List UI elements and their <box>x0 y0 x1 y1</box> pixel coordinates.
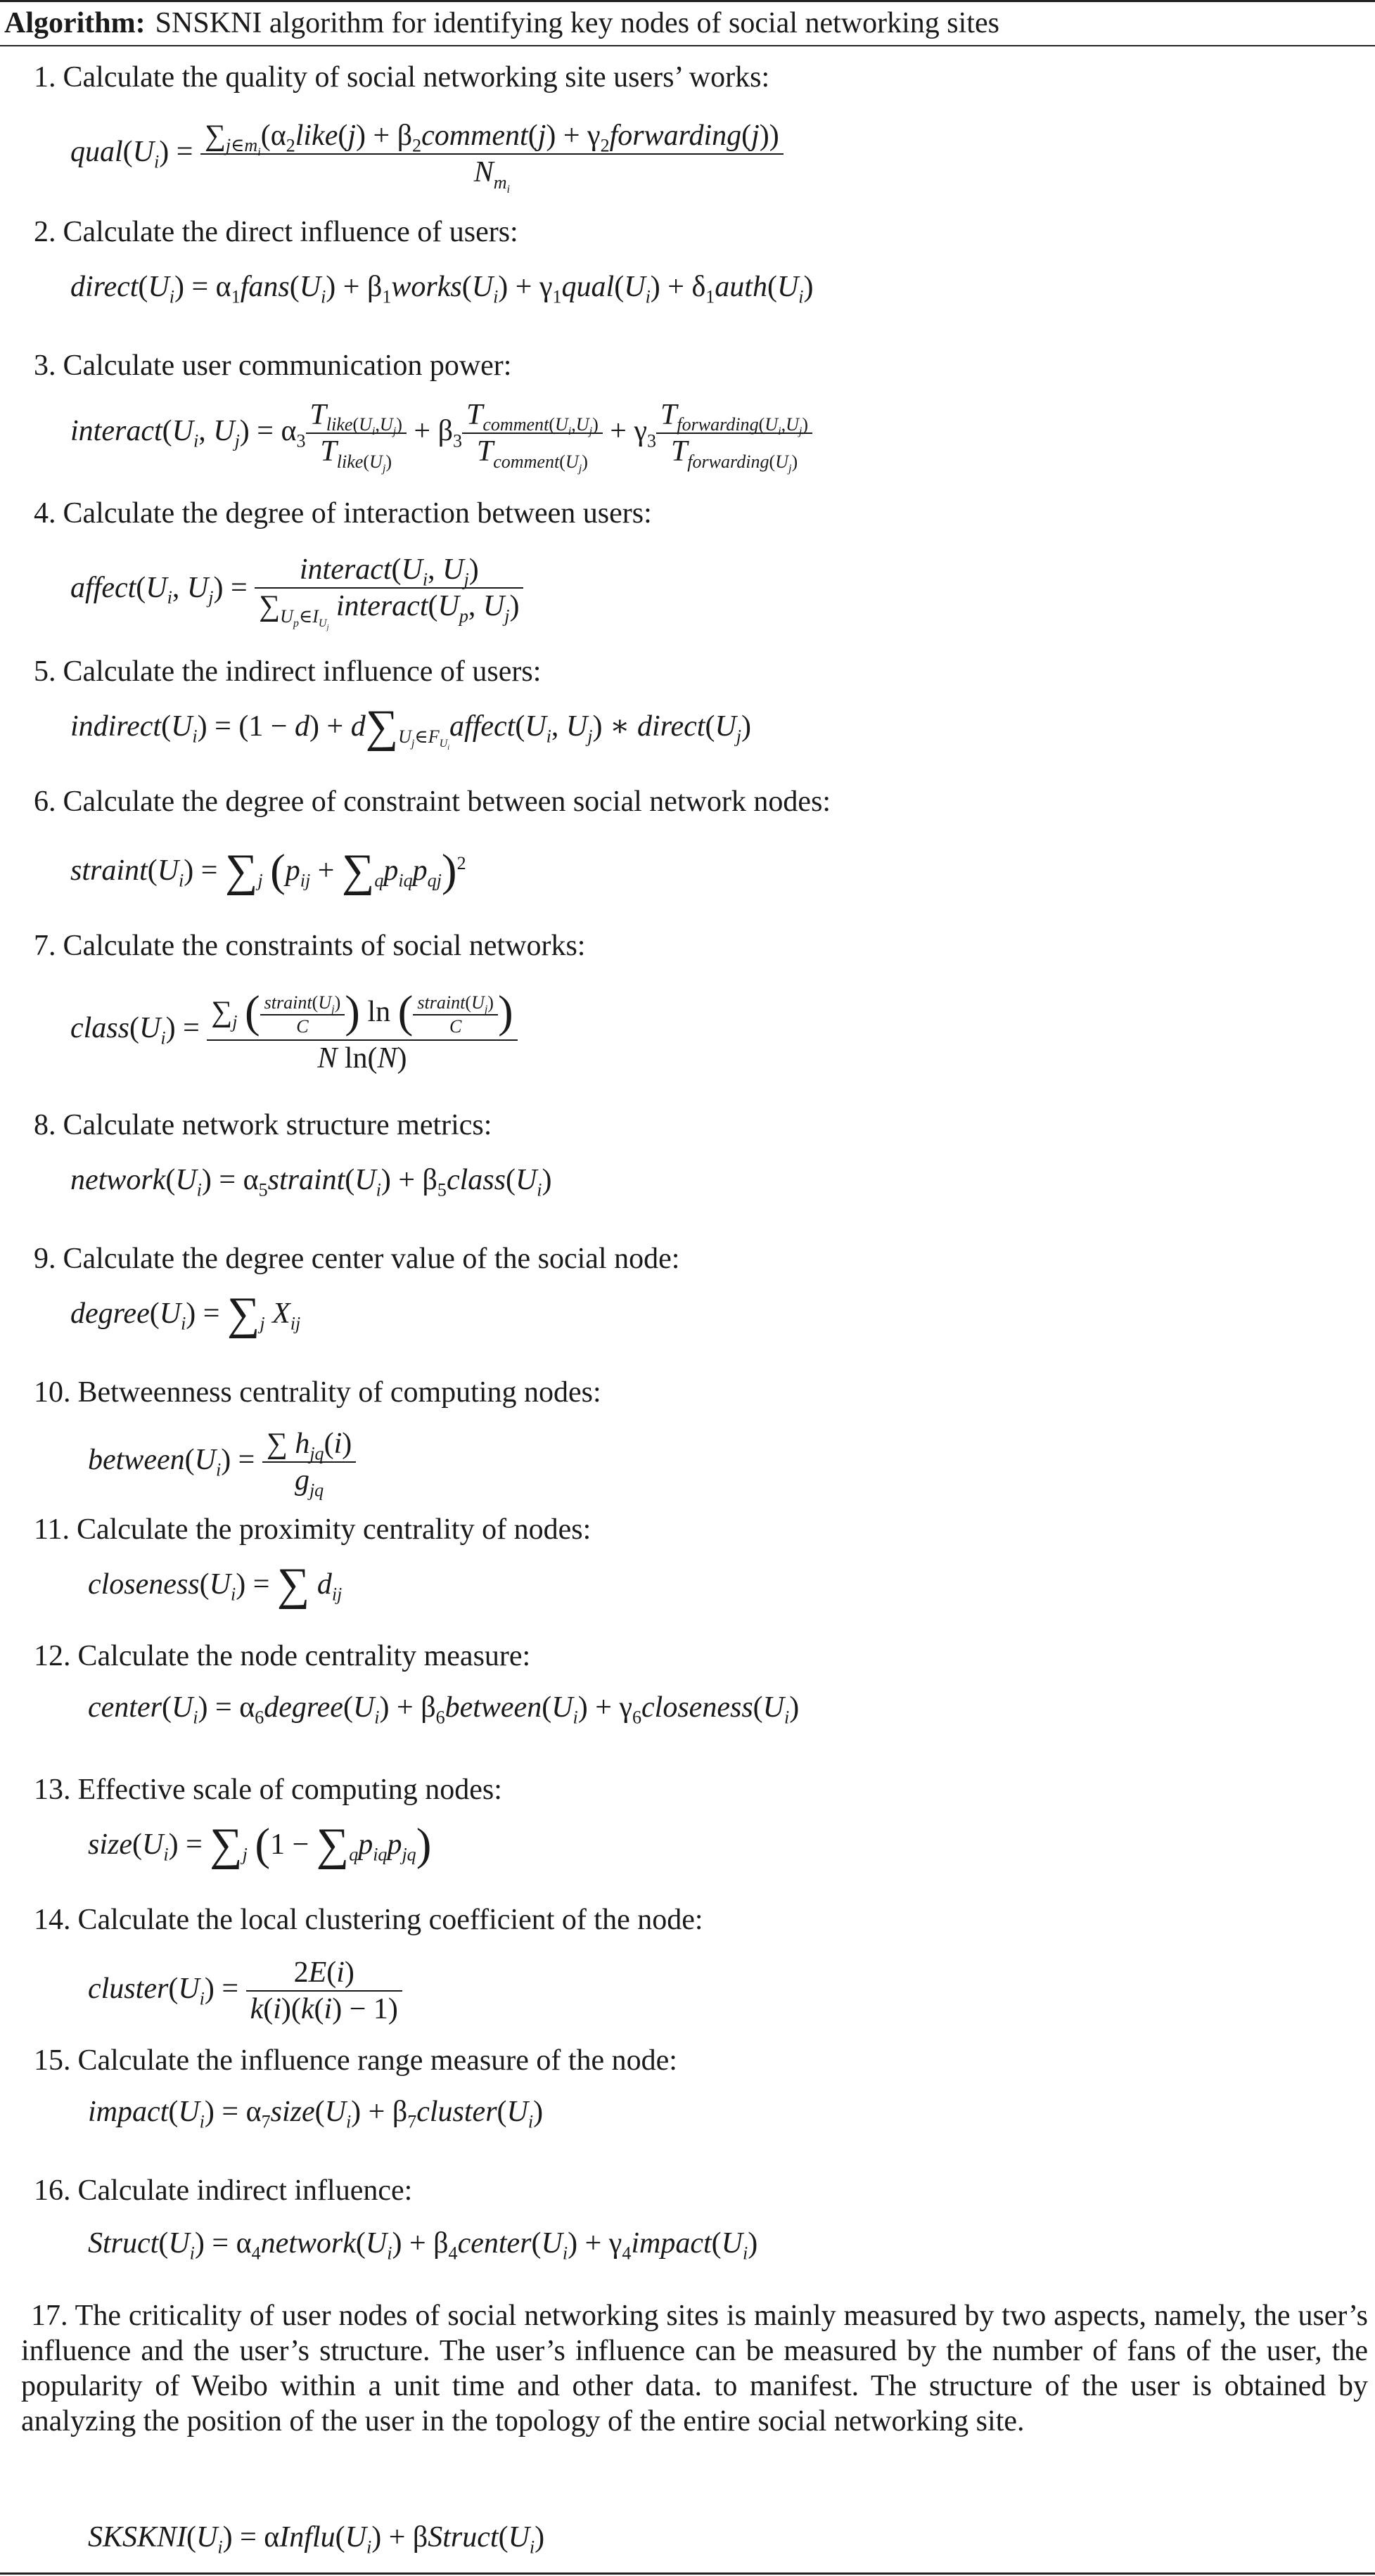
step-4: 4. Calculate the degree of interaction between users: <box>34 497 652 530</box>
step-13: 13. Effective scale of computing nodes: <box>34 1774 502 1806</box>
algorithm-label: Algorithm: <box>4 7 146 39</box>
step-17-paragraph: 17. The criticality of user nodes of social networking sites is mainly measured by two aspects, namely, the user’s influence and the user’s structure. The user’s influence can be measured by the number of fans of the user, the popularity of Weibo within a unit time and other data. to manifest. The structure of the user is obtained by analyzing the position of the user in the topology of the entire social networking site. <box>21 2300 1368 2437</box>
step-16: 16. Calculate indirect influence: <box>34 2174 413 2207</box>
formula-interact: $interact(U_i$, $U_j) = \alpha_3$ $\frac{T_{like(U_i,U_j)}}{T_{like(U_j)}}$ + $\beta_3$ $\frac{T_{comment(U_i,U_j)}}{T_{comment(U_j)}}$ + $\gamma_3$ $\frac{T_{forwarding(U_i,U_j)}}{T_{forwarding(U_j)}}$ <box>70 397 812 470</box>
formula-direct: $direct(U_i)$ = $\alpha_1fans(U_i)$ + $\beta_1works(U_i)$ + $\gamma_1qual(U_i)$ + $\delta_1auth(U_i)$ <box>70 271 814 307</box>
step-9: 9. Calculate the degree center value of the social node: <box>34 1243 680 1275</box>
step-12: 12. Calculate the node centrality measure: <box>34 1640 531 1672</box>
step-3: 3. Calculate user communication power: <box>34 350 512 382</box>
formula-qual: $qual(U_i)$ = $\frac{\sum_{j\in m_i}(\alpha_2like(j) + \beta_2comment(j) + \gamma_2forwarding(j))}{N_{m_i}}$ <box>70 118 784 191</box>
step-7: 7. Calculate the constraints of social networks: <box>34 930 586 962</box>
header-rule <box>0 45 1375 46</box>
step-10: 10. Betweenness centrality of computing nodes: <box>34 1376 601 1409</box>
step-8: 8. Calculate network structure metrics: <box>34 1109 492 1141</box>
step-11: 11. Calculate the proximity centrality of nodes: <box>34 1513 591 1546</box>
formula-indirect: $indirect(U_i) = (1 - d)$ + $d\sum_{U_j\in F_{U_i}}affect(U_i$, $U_j$) ∗ $direct(U_j)$ <box>70 701 752 752</box>
algorithm-title: SNSKNI algorithm for identifying key nodes of social networking sites <box>155 7 999 39</box>
formula-closeness: $closeness(U_i)$ = ∑ $d_{ij}$ <box>88 1559 343 1610</box>
formula-degree: $degree(U_i) = \sum_j$ $X_{ij}$ <box>70 1288 301 1339</box>
formula-center: $center(U_i)$ = $\alpha_6degree(U_i)$ + $\beta_6between(U_i)$ + $\gamma_6closeness(U_i)$ <box>88 1691 800 1728</box>
formula-struct: $Struct(U_i)$ = $\alpha_4network(U_i)$ + $\beta_4center(U_i)$ + $\gamma_4impact(U_i)$ <box>88 2227 758 2264</box>
step-15: 15. Calculate the influence range measure of the node: <box>34 2044 677 2077</box>
formula-size: $size(U_i) = \sum_j$ $(1 - \sum_qp_{iq}p_{jq})$ <box>88 1819 432 1870</box>
algorithm-header <box>4 1 999 45</box>
formula-sksnki: $SKSKNI(U_i)$ = $\alpha Influ(U_i)$ + $\beta Struct(U_i)$ <box>88 2521 545 2558</box>
formula-straint: $straint(U_i) = \sum_j$ $(p_{ij} + \sum_qp_{iq}p_{qj})^2$ <box>70 845 466 896</box>
step-14: 14. Calculate the local clustering coefficient of the node: <box>34 1904 703 1936</box>
step-1: 1. Calculate the quality of social networking site users’ works: <box>34 61 770 94</box>
formula-between: $between(U_i)$ = $\frac{\sum h_{jq}(i)}{g_{jq}}$ <box>88 1426 356 1499</box>
formula-affect: $affect(U_i$, $U_j$) = $\frac{interact(U_i, U_j)}{\sum_{U_p\in I_{U_j}} interact(U_p, U_j)}$ <box>70 552 523 628</box>
formula-impact: $impact(U_i)$ = $\alpha_7size(U_i)$ + $\beta_7cluster(U_i)$ <box>88 2096 544 2132</box>
formula-network: $network(U_i)$ = $\alpha_5straint(U_i)$ + $\beta_5class(U_i)$ <box>70 1164 552 1200</box>
step-6: 6. Calculate the degree of constraint between social network nodes: <box>34 786 831 818</box>
bottom-rule <box>0 2572 1375 2575</box>
formula-class: $class(U_i)$ = $\sum_j$ ( $\frac{straint(U_j)}{C}$ ) ln ( $\frac{straint(U_j)}{C}$ ) N ln(N) <box>70 985 518 1077</box>
formula-cluster: $cluster(U_i)$ = $\frac{2E(i)}{k(i)(k(i) - 1)}$ <box>88 1955 402 2027</box>
step-5: 5. Calculate the indirect influence of users: <box>34 655 542 688</box>
step-2: 2. Calculate the direct influence of users: <box>34 216 518 248</box>
